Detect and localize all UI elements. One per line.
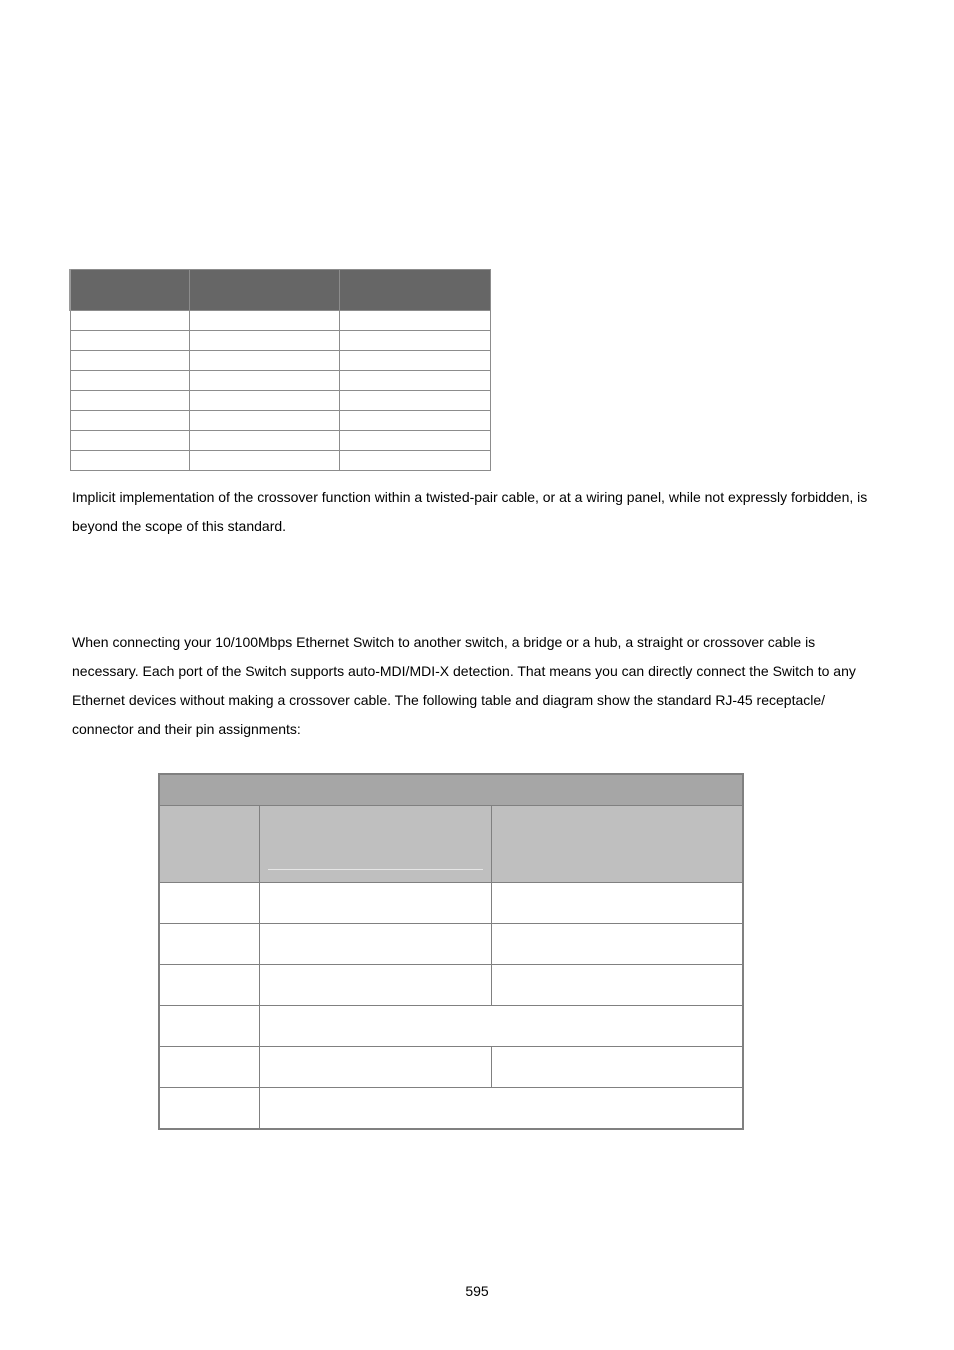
table-row bbox=[70, 331, 490, 351]
table-row bbox=[159, 1047, 743, 1088]
table-title-row bbox=[159, 774, 743, 806]
header-cell bbox=[189, 270, 339, 311]
table-row bbox=[70, 451, 490, 471]
crossover-note-paragraph: Implicit implementation of the crossover function within a twisted-pair cable, or at a wiring panel, while not expressly forbidden, is beyond the scope of this standard. bbox=[72, 489, 868, 534]
table-row bbox=[159, 1088, 743, 1130]
table-row bbox=[70, 431, 490, 451]
table-row bbox=[70, 391, 490, 411]
subheader-cell bbox=[491, 806, 743, 883]
subheader-divider bbox=[268, 869, 483, 870]
rj45-pin-assignment-table bbox=[158, 773, 744, 1130]
table-row bbox=[159, 1006, 743, 1047]
table-row bbox=[159, 965, 743, 1006]
page-number: 595 bbox=[465, 1283, 489, 1299]
table-row bbox=[70, 411, 490, 431]
subheader-cell bbox=[159, 806, 259, 883]
table-subheader-row bbox=[159, 806, 743, 883]
table-row bbox=[70, 351, 490, 371]
pin-crossover-table bbox=[69, 269, 491, 471]
subheader-cell bbox=[259, 806, 491, 883]
header-cell bbox=[339, 270, 490, 311]
table-row bbox=[70, 311, 490, 331]
table-row bbox=[70, 371, 490, 391]
table-row bbox=[159, 883, 743, 924]
header-cell bbox=[70, 270, 189, 311]
table-header-row bbox=[70, 270, 490, 311]
table-title-cell bbox=[159, 774, 743, 806]
connecting-paragraph: When connecting your 10/100Mbps Ethernet Switch to another switch, a bridge or a hub, a straight or crossover cable is necessary. Each port of the Switch supports auto-MDI/MDI-X detection. That means you can directly connect the Switch to any Ethernet devices without making a crossover cable. The following table and diagram show the standard RJ-45 receptacle/ connector and their pin assignments: bbox=[72, 634, 856, 737]
table-row bbox=[159, 924, 743, 965]
